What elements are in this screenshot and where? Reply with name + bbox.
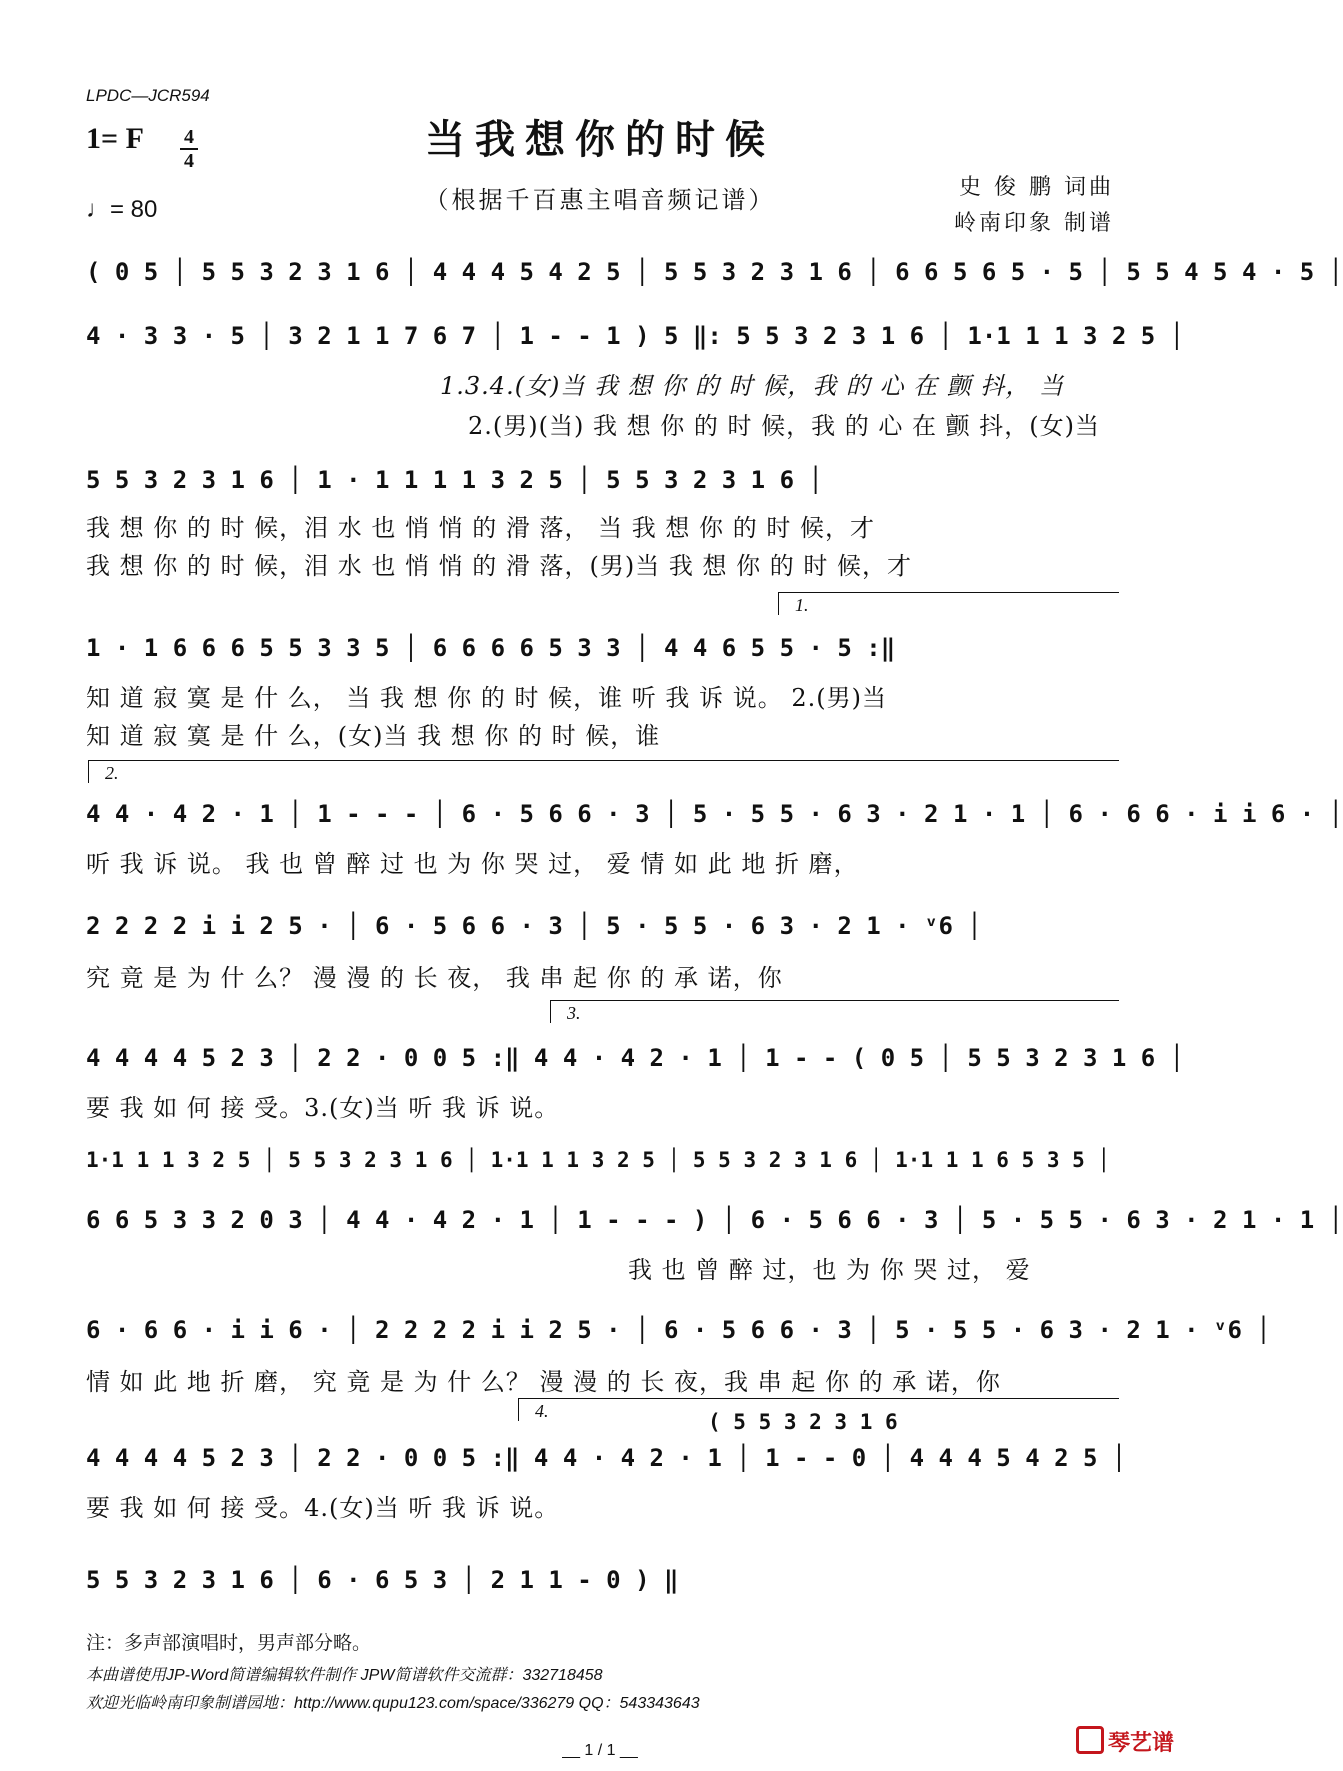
- score-row-5-lyric-1: 听 我 诉 说。 我 也 曾 醉 过 也 为 你 哭 过， 爱 情 如 此 地 折 磨，: [86, 850, 859, 878]
- volta-bracket-1: [778, 592, 1119, 615]
- score-row-11-upper-voice: ( 5 5 3 2 3 1 6: [708, 1410, 898, 1434]
- volta-1-label: 1.: [795, 595, 809, 615]
- page-number: __ 1 / 1 __: [562, 1742, 638, 1759]
- credit-arranger: 岭南印象 制谱: [954, 211, 1114, 236]
- score-row-9-lyric-1: 我 也 曾 醉 过，也 为 你 哭 过， 爱: [628, 1256, 1031, 1284]
- score-row-4-notes: 1 · 1 6 6 6 5 5 3 3 5 │ 6 6 6 6 5 3 3 │ 4 4 6 5 5 · 5 :‖: [86, 634, 896, 662]
- volta-bracket-2: [88, 760, 1119, 783]
- site-logo: [1076, 1726, 1174, 1757]
- score-row-2-notes: 4 · 3 3 · 5 │ 3 2 1 1 7 6 7 │ 1 - - 1 ) 5 ‖: 5 5 3 2 3 1 6 │ 1·1 1 1 3 2 5 │: [86, 322, 1185, 350]
- score-row-2-lyric-2: 2.(男)(当) 我 想 你 的 时 候，我 的 心 在 颤 抖，(女)当: [468, 412, 1100, 440]
- key-signature: 1= F: [86, 122, 144, 155]
- score-row-12-notes: 5 5 3 2 3 1 6 │ 6 · 6 5 3 │ 2 1 1 - 0 ) ‖: [86, 1566, 679, 1594]
- score-row-10-notes: 6 · 6 6 · i i 6 · │ 2 2 2 2 i i 2 5 · │ 6 · 5 6 6 · 3 │ 5 · 5 5 · 6 3 · 2 1 · ᵛ6 │: [86, 1316, 1271, 1344]
- score-row-6-notes: 2 2 2 2 i i 2 5 · │ 6 · 5 6 6 · 3 │ 5 · 5 5 · 6 3 · 2 1 · ᵛ6 │: [86, 912, 982, 940]
- score-row-3-notes: 5 5 3 2 3 1 6 │ 1 · 1 1 1 1 3 2 5 │ 5 5 3 2 3 1 6 │: [86, 466, 823, 494]
- time-signature-bottom: 4: [184, 150, 194, 172]
- score-row-6-lyric-1: 究 竟 是 为 什 么？ 漫 漫 的 长 夜， 我 串 起 你 的 承 诺，你: [86, 964, 783, 992]
- score-code: LPDC—JCR594: [86, 86, 210, 105]
- score-row-10-lyric-1: 情 如 此 地 折 磨， 究 竟 是 为 什 么？ 漫 漫 的 长 夜，我 串 起 你 的 承 诺，你: [86, 1368, 1001, 1396]
- score-row-4-lyric-1: 知 道 寂 寞 是 什 么， 当 我 想 你 的 时 候，谁 听 我 诉 说。 2.(男)当: [86, 684, 887, 712]
- score-row-3-lyric-1: 我 想 你 的 时 候，泪 水 也 悄 悄 的 滑 落， 当 我 想 你 的 时 候，才: [86, 514, 875, 542]
- logo-icon: [1076, 1726, 1104, 1754]
- score-row-7-notes: 4 4 4 4 5 2 3 │ 2 2 · 0 0 5 :‖ 4 4 · 4 2 · 1 │ 1 - - ( 0 5 │ 5 5 3 2 3 1 6 │: [86, 1044, 1185, 1072]
- score-row-3-lyric-2: 我 想 你 的 时 候，泪 水 也 悄 悄 的 滑 落，(男)当 我 想 你 的 时 候，才: [86, 552, 913, 580]
- volta-2-label: 2.: [105, 763, 119, 783]
- score-row-9-notes: 6 6 5 3 3 2 0 3 │ 4 4 · 4 2 · 1 │ 1 - - - ) │ 6 · 5 6 6 · 3 │ 5 · 5 5 · 6 3 · 2 1 · 1 │: [86, 1206, 1343, 1234]
- score-row-11-notes: 4 4 4 4 5 2 3 │ 2 2 · 0 0 5 :‖ 4 4 · 4 2 · 1 │ 1 - - 0 │ 4 4 4 5 4 2 5 │: [86, 1444, 1127, 1472]
- score-row-1-notes: ( 0 5 │ 5 5 3 2 3 1 6 │ 4 4 4 5 4 2 5 │ 5 5 3 2 3 1 6 │ 6 6 5 6 5 · 5 │ 5 5 4 5 4 · 5 │: [86, 258, 1343, 286]
- score-row-7-lyric-1: 要 我 如 何 接 受。3.(女)当 听 我 诉 说。: [86, 1094, 560, 1122]
- website-credit: 欢迎光临岭南印象制谱园地：http://www.qupu123.com/space/336279 QQ：543343643: [86, 1695, 700, 1712]
- time-signature-top: 4: [184, 126, 194, 148]
- song-subtitle: （根据千百惠主唱音频记谱）: [424, 186, 776, 214]
- volta-4-label: 4.: [535, 1401, 549, 1421]
- score-row-4-lyric-2: 知 道 寂 寞 是 什 么，(女)当 我 想 你 的 时 候，谁: [86, 722, 661, 750]
- software-credit: 本曲谱使用JP-Word简谱编辑软件制作 JPW简谱软件交流群：332718458: [86, 1667, 603, 1684]
- score-row-11-lyric-1: 要 我 如 何 接 受。4.(女)当 听 我 诉 说。: [86, 1494, 560, 1522]
- volta-3-label: 3.: [567, 1003, 581, 1023]
- song-title: 当我想你的时候: [425, 117, 775, 163]
- tempo-marking: ♩= 80: [86, 196, 158, 223]
- volta-bracket-3: [550, 1000, 1119, 1023]
- performance-note: 注：多声部演唱时，男声部分略。: [86, 1632, 372, 1654]
- logo-text: 琴艺谱: [1107, 1731, 1174, 1756]
- score-row-2-lyric-1: 1.3.4.(女)当 我 想 你 的 时 候，我 的 心 在 颤 抖， 当: [440, 372, 1064, 400]
- score-row-5-notes: 4 4 · 4 2 · 1 │ 1 - - - │ 6 · 5 6 6 · 3 │ 5 · 5 5 · 6 3 · 2 1 · 1 │ 6 · 6 6 · i i 6 · │: [86, 800, 1343, 828]
- score-row-8-notes: 1·1 1 1 3 2 5 │ 5 5 3 2 3 1 6 │ 1·1 1 1 3 2 5 │ 5 5 3 2 3 1 6 │ 1·1 1 1 6 5 3 5 │: [86, 1148, 1111, 1172]
- credit-lyrics-music: 史 俊 鹏 词曲: [959, 175, 1114, 200]
